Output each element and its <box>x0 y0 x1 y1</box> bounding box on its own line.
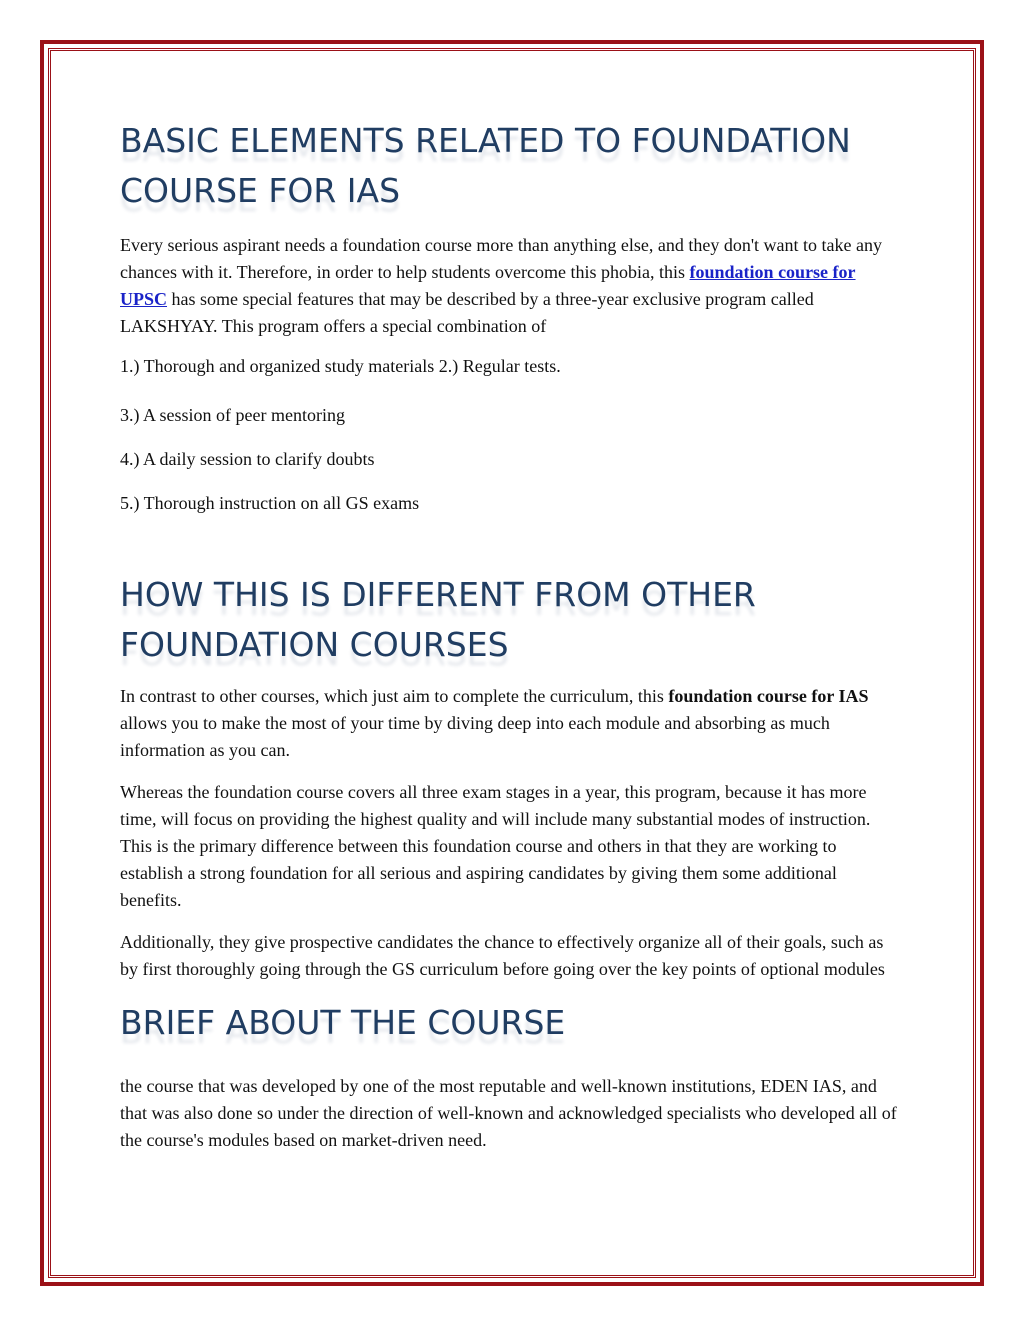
whereas-paragraph: Whereas the foundation course covers all three exam stages in a year, this program, because it has more time, will focus on providing the highest quality and will include many substantial modes of instruction. This is the primary difference between this foundation course and others in that they are working to establish a strong foundation for all serious and aspiring candidates by giving them some additional benefits. <box>120 782 871 910</box>
document-body <box>120 116 900 1154</box>
intro-text-after-link: has some special features that may be described by a three-year exclusive program called LAKSHYAY. This program offers a special combination of <box>120 289 814 336</box>
list-item-5: 5.) Thorough instruction on all GS exams <box>120 493 420 513</box>
intro-text-before-link: Every serious aspirant needs a foundation course more than anything else, and they don't want to take any chances with it. Therefore, in order to help students overcome this phobia, this <box>120 235 883 282</box>
list-item-1-2: 1.) Thorough and organized study materials 2.) Regular tests. <box>120 356 561 376</box>
additionally-paragraph: Additionally, they give prospective candidates the chance to effectively organize all of their goals, such as by first thoroughly going through the GS curriculum before going over the key points of optional modules <box>120 932 885 979</box>
list-item-3: 3.) A session of peer mentoring <box>120 405 345 425</box>
list-item-4: 4.) A daily session to clarify doubts <box>120 449 375 469</box>
contrast-text-after-bold: allows you to make the most of your time by diving deep into each module and absorbing as much information as you can. <box>120 713 830 760</box>
section-heading-how-different: HOW THIS IS DIFFERENT FROM OTHER FOUNDATION COURSES <box>120 575 756 664</box>
foundation-course-upsc-link[interactable]: foundation course for UPSC <box>120 262 856 309</box>
contrast-paragraph <box>120 683 900 764</box>
section-heading-brief: BRIEF ABOUT THE COURSE <box>120 1003 566 1042</box>
brief-paragraph: the course that was developed by one of the most reputable and well-known institutions, EDEN IAS, and that was also done so under the direction of well-known and acknowledged specialists who developed all of the course's modules based on market-driven need. <box>120 1076 897 1150</box>
section-heading-basic-elements: BASIC ELEMENTS RELATED TO FOUNDATION COURSE FOR IAS <box>120 121 851 210</box>
foundation-course-ias-bold: foundation course for IAS <box>668 686 869 706</box>
intro-paragraph <box>120 232 900 340</box>
contrast-text-before-bold: In contrast to other courses, which just aim to complete the curriculum, this <box>120 686 669 706</box>
